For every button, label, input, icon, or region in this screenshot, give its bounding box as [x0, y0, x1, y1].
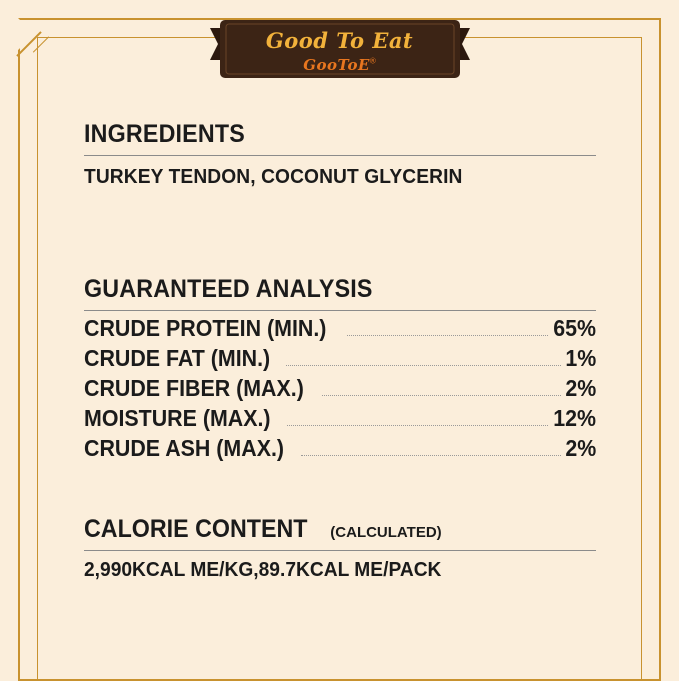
dot-leader	[322, 394, 560, 396]
row-value: 1%	[565, 345, 596, 371]
table-row	[84, 435, 596, 462]
calorie-divider	[84, 550, 596, 551]
table-row	[84, 345, 596, 372]
ingredients-section	[84, 120, 596, 189]
dot-leader	[287, 424, 548, 426]
dot-leader	[301, 454, 561, 456]
dot-leader	[286, 364, 561, 366]
row-label: CRUDE PROTEIN (MIN.)	[84, 315, 327, 341]
row-value: 2%	[565, 375, 596, 401]
table-row	[84, 405, 596, 432]
guaranteed-analysis-divider	[84, 310, 596, 311]
table-row	[84, 375, 596, 402]
row-value: 2%	[565, 435, 596, 461]
calorie-subtitle: (CALCULATED)	[330, 524, 442, 541]
row-label: CRUDE FAT (MIN.)	[84, 345, 271, 371]
calorie-heading	[84, 515, 596, 544]
row-label: CRUDE ASH (MAX.)	[84, 435, 285, 461]
guaranteed-analysis-section	[84, 275, 596, 462]
row-value: 12%	[553, 405, 596, 431]
ingredients-text: TURKEY TENDON, COCONUT GLYCERIN	[84, 166, 463, 188]
spacer-ga-calorie	[84, 465, 596, 515]
spacer-ingredients-ga	[84, 189, 596, 275]
brand-name: GooToE	[303, 56, 370, 74]
row-label: MOISTURE (MAX.)	[84, 405, 271, 431]
banner-headline: Good To Eat	[265, 28, 414, 53]
ingredients-title: INGREDIENTS	[84, 120, 245, 148]
brand-banner	[210, 14, 470, 86]
table-row	[84, 315, 596, 342]
dot-leader	[347, 334, 548, 336]
banner-brand	[210, 56, 470, 75]
calorie-text: 2,990KCAL ME/KG,89.7KCAL ME/PACK	[84, 559, 442, 581]
ingredients-divider	[84, 155, 596, 156]
label-content	[84, 120, 596, 582]
guaranteed-analysis-title: GUARANTEED ANALYSIS	[84, 275, 373, 303]
registered-mark: ®	[369, 56, 376, 66]
row-label: CRUDE FIBER (MAX.)	[84, 375, 304, 401]
calorie-title: CALORIE CONTENT	[84, 515, 308, 543]
calorie-content-section	[84, 515, 596, 582]
row-value: 65%	[553, 315, 596, 341]
